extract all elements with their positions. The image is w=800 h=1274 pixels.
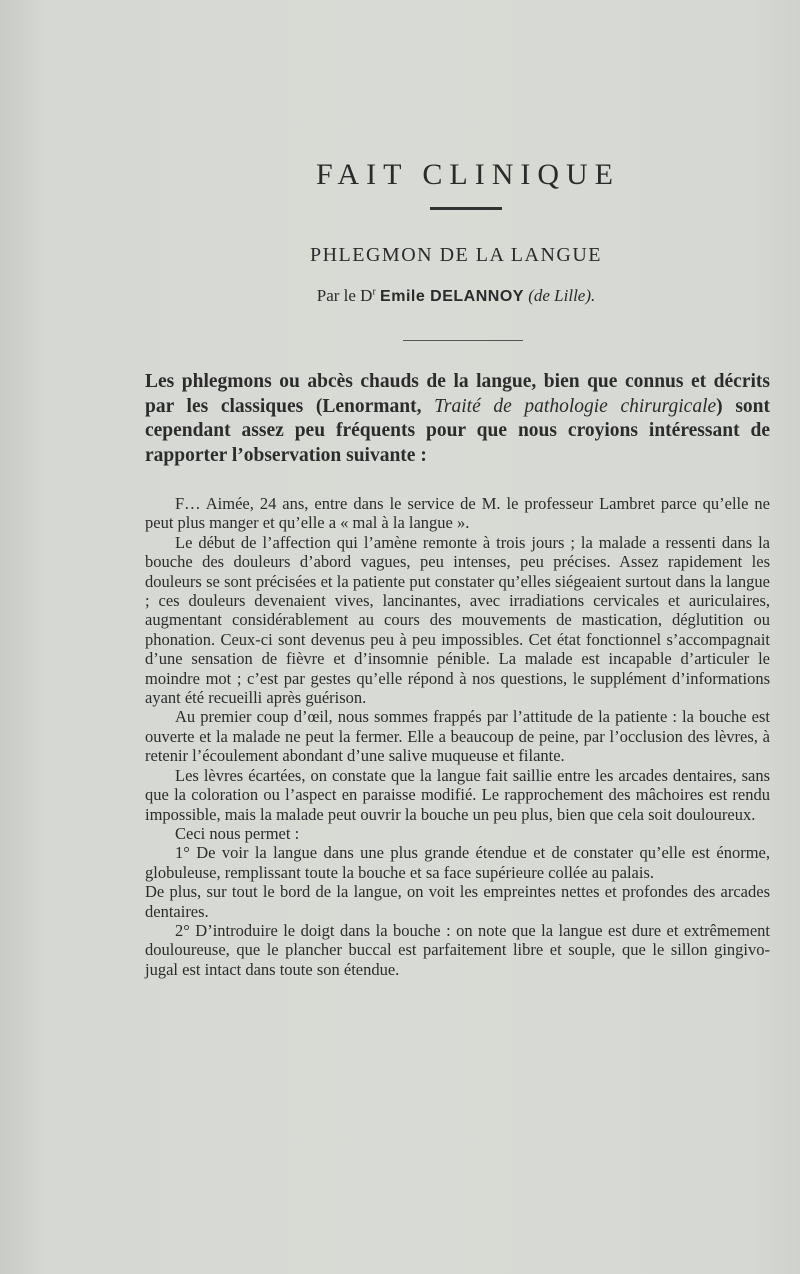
author-name: Emile DELANNOY bbox=[380, 288, 524, 305]
intro-text-2: ) sont cependant assez peu fréquents pour que nous croyions intéressant de rapporter l’observation suivante : bbox=[145, 395, 770, 466]
paragraph: F… Aimée, 24 ans, entre dans le service de M. le professeur Lambret parce qu’elle ne peut plus manger et qu’elle a « mal à la langue ». bbox=[145, 494, 770, 533]
intro-paragraph bbox=[145, 370, 770, 468]
section-title: FAIT CLINIQUE bbox=[315, 158, 621, 191]
byline-sup: r bbox=[372, 286, 376, 298]
paragraph: 1° De voir la langue dans une plus grande étendue et de constater qu’elle est énorme, globuleuse, remplissant toute la bouche et sa face supérieure collée au palais. bbox=[145, 843, 770, 882]
paragraph: Les lèvres écartées, on constate que la langue fait saillie entre les arcades dentaires, sans que la coloration ou l’aspect en paraisse modifié. Le rapprochement des mâchoires est rendu impossible, mais la malade peut ouvrir la bouche un peu plus, bien que cela soit douloureux. bbox=[145, 765, 770, 824]
intro-italic: Traité de pathologie chirurgicale bbox=[434, 395, 717, 417]
body-text bbox=[145, 494, 770, 979]
byline-divider bbox=[403, 340, 523, 341]
author-place: (de Lille). bbox=[528, 286, 596, 305]
byline bbox=[0, 286, 800, 306]
paragraph: Ceci nous permet : bbox=[175, 823, 300, 843]
byline-prefix: Par le D bbox=[316, 286, 373, 305]
title-divider bbox=[430, 207, 502, 210]
paragraph: Au premier coup d’œil, nous sommes frappés par l’attitude de la patiente : la bouche est ouverte et la malade ne peut la fermer. Elle a beaucoup de peine, par l’occlusion des lèvres, à retenir l’écoulement abondant d’une salive muqueuse et filante. bbox=[145, 707, 770, 766]
paragraph: Le début de l’affection qui l’amène remonte à trois jours ; la malade a ressenti dans la bouche des douleurs d’abord vagues, peu intenses, peu précises. Assez rapidement les douleurs se sont précisées et la patiente put constater qu’elles siégeaient surtout dans la langue ; ces douleurs devenaient vives, lancinantes, avec irradiations cervicales et auriculaires, augmentant considérablement au cours des mouvements de mastication, déglutition ou phonation. Ceux-ci sont devenus peu à peu impossibles. Cet état fonctionnel s’accompagnait d’une sensation de fièvre et d’insomnie pénible. La malade est incapable d’articuler le moindre mot ; c’est par gestes qu’elle répond à nos questions, le supplément d’informations ayant été recueilli après guérison. bbox=[145, 532, 770, 708]
intro-text-1: Les phlegmons ou abcès chauds de la langue, bien que connus et décrits par les classiques (Lenormant, bbox=[145, 371, 770, 417]
article-title: PHLEGMON DE LA LANGUE bbox=[309, 244, 603, 266]
paragraph: 2° D’introduire le doigt dans la bouche : on note que la langue est dure et extrêmement douloureuse, que le plancher buccal est parfaitement libre et souple, que le sillon gingivo-jugal est intact dans toute son étendue. bbox=[145, 920, 770, 979]
paragraph: De plus, sur tout le bord de la langue, on voit les empreintes nettes et profondes des arcades dentaires. bbox=[145, 882, 770, 921]
